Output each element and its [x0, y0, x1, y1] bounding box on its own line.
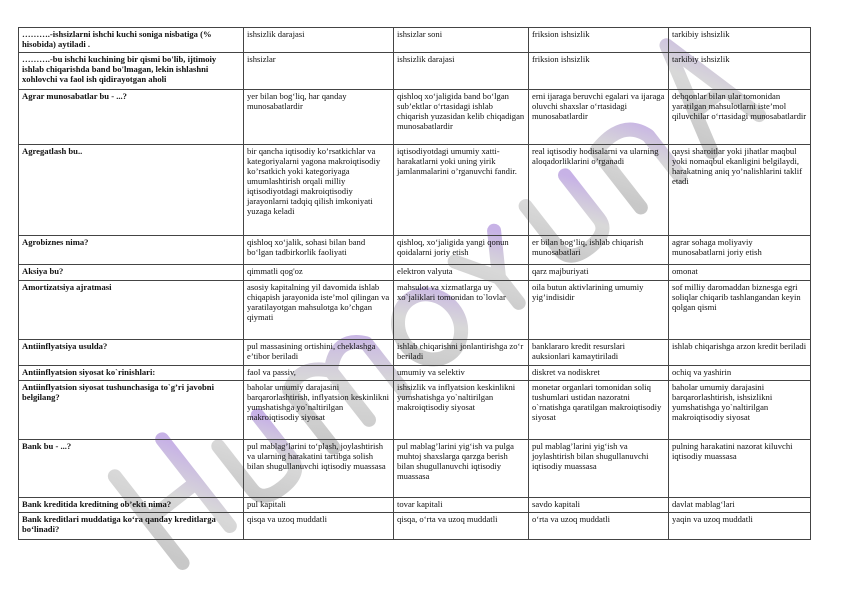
answer-option-1: asosiy kapitalning yil davomida ishlab chiqapish jarayonida iste’mol qilingan va yaratilayotgan mahsulotga ko’chgan qiymati: [244, 281, 394, 340]
table-row: [19, 28, 811, 53]
table-row: [19, 498, 811, 513]
answer-option-1: pul massasining ortishini, cheklashga e’tibor beriladi: [244, 340, 394, 366]
answer-option-4: ochiq va yashirin: [669, 366, 811, 381]
question-cell: Agrobiznes nima?: [19, 236, 244, 265]
answer-option-3: erni ijaraga beruvchi egalari va ijaraga oluvchi shaxslar o‘rtasidagi munosabatlardir: [529, 90, 669, 145]
answer-option-2: ishsizlar soni: [394, 28, 529, 53]
answer-option-3: diskret va nodiskret: [529, 366, 669, 381]
answer-option-2: tovar kapitali: [394, 498, 529, 513]
answer-option-1: qimmatli qog'oz: [244, 265, 394, 281]
question-cell: Bank kreditlari muddatiga ko‘ra qanday kreditlarga bo‘linadi?: [19, 513, 244, 540]
table-row: [19, 236, 811, 265]
question-cell: Bank kreditida kreditning ob’ekti nima?: [19, 498, 244, 513]
question-cell: Antiinflyatsion siyosat tushunchasiga to`g’ri javobni belgilang?: [19, 381, 244, 440]
table-row: [19, 145, 811, 236]
answer-option-4: ishlab chiqarishga arzon kredit beriladi: [669, 340, 811, 366]
answer-option-2: umumiy va selektiv: [394, 366, 529, 381]
answer-option-2: ishlab chiqarishni jonlantirishga zo‘r beriladi: [394, 340, 529, 366]
answer-option-4: baholar umumiy darajasini barqarorlashtirish, ishsizlikni yumshatishga yo`naltirilgan makroiqtisodiy siyosat: [669, 381, 811, 440]
answer-option-1: qishloq xo‘jalik, sohasi bilan band bo‘lgan tadbirkorlik faoliyati: [244, 236, 394, 265]
table-row: [19, 513, 811, 540]
question-cell: Bank bu - ...?: [19, 440, 244, 498]
answer-option-3: o‘rta va uzoq muddatli: [529, 513, 669, 540]
answer-option-4: yaqin va uzoq muddatli: [669, 513, 811, 540]
answer-option-3: monetar organlari tomonidan soliq tushumlari ustidan nazoratni o`rnatishga qaratilgan makroiqtisodiy siyosat: [529, 381, 669, 440]
question-cell: Agrar munosabatlar bu - ...?: [19, 90, 244, 145]
answer-option-3: er bilan bog‘liq, ishlab chiqarish munosabatlari: [529, 236, 669, 265]
answer-option-1: ishsizlar: [244, 53, 394, 90]
answer-option-1: qisqa va uzoq muddatli: [244, 513, 394, 540]
answer-option-1: bir qancha iqtisodiy ko’rsatkichlar va kategoriyalarni yagona makroiqtisodiy ko’rsatkich yoki kategoriyaga umumlashtirish orqali milliy iqtisodiyotdagi makroiqtisodiy jarayonlarni tadqiq qilish imkoniyati yuzaga keladi: [244, 145, 394, 236]
table-row: [19, 53, 811, 90]
table-row: [19, 366, 811, 381]
answer-option-4: davlat mablag‘lari: [669, 498, 811, 513]
table-row: [19, 90, 811, 145]
answer-option-4: tarkibiy ishsizlik: [669, 28, 811, 53]
answer-option-2: qisqa, o‘rta va uzoq muddatli: [394, 513, 529, 540]
answer-option-2: mahsulot va xizmatlarga uy xo`jaliklari tomonidan to`lovlar: [394, 281, 529, 340]
answer-option-2: qishloq, xo‘jaligida yangi qonun qoidalarni joriy etish: [394, 236, 529, 265]
answer-option-2: qishloq xo‘jaligida band bo‘lgan sub’ektlar o‘rtasidagi ishlab chiqarish yuzasidan kelib chiqadigan munosabatlardir: [394, 90, 529, 145]
answer-option-1: faol va passiv,: [244, 366, 394, 381]
answer-option-3: pul mablag’larini yig‘ish va joylashtirish bilan shugullanuvchi iqtisodiy muassasa: [529, 440, 669, 498]
answer-option-3: friksion ishsizlik: [529, 28, 669, 53]
answer-option-2: ishsizlik va inflyatsion keskinlikni yumshatishga yo`naltirilgan makroiqtisodiy siyosat: [394, 381, 529, 440]
question-cell: Aksiya bu?: [19, 265, 244, 281]
answer-option-3: real iqtisodiy hodisalarni va ularning aloqadorliklarini o’rganadi: [529, 145, 669, 236]
answer-option-4: sof milliy daromaddan biznesga egri soliqlar chiqarib tashlangandan keyin qolgan qismi: [669, 281, 811, 340]
answer-option-3: oila butun aktivlarining umumiy yig’indisidir: [529, 281, 669, 340]
answer-option-4: agrar sohaga moliyaviy munosabatlarni joriy etish: [669, 236, 811, 265]
answer-option-1: pul mablag’larini to‘plash, joylashtirish va ularning harakatini tartibga solish bilan shugullanuvchi iqtisodiy muassasa: [244, 440, 394, 498]
answer-option-2: elektron valyuta: [394, 265, 529, 281]
answer-option-3: banklararo kredit resurslari auksionlari kamaytiriladi: [529, 340, 669, 366]
answer-option-1: ishsizlik darajasi: [244, 28, 394, 53]
answer-option-4: qaysi sharoitlar yoki jihatlar maqbul yoki nomaqbul ekanligini belgilaydi, harakatning aniq yo’nalishlarini taklif etadi: [669, 145, 811, 236]
answer-option-1: yer bilan bog‘liq, har qanday munosabatlardir: [244, 90, 394, 145]
question-cell: Antiinflyatsiya usulda?: [19, 340, 244, 366]
answer-option-1: pul kapitali: [244, 498, 394, 513]
table-row: [19, 440, 811, 498]
table-row: [19, 265, 811, 281]
answer-option-4: dehqonlar bilan ular tomonidan yaratilgan mahsulotlarni iste’mol qiluvchilar o‘rtasidagi munosabatlardir: [669, 90, 811, 145]
table-row: [19, 381, 811, 440]
question-cell: Agregatlash bu..: [19, 145, 244, 236]
answer-option-3: friksion ishsizlik: [529, 53, 669, 90]
table-row: [19, 281, 811, 340]
answer-option-3: qarz majburiyati: [529, 265, 669, 281]
table-row: [19, 340, 811, 366]
answer-option-2: ishsizlik darajasi: [394, 53, 529, 90]
answer-option-4: pulning harakatini nazorat kiluvchi iqtisodiy muassasa: [669, 440, 811, 498]
questions-table: [18, 27, 811, 540]
answer-option-2: iqtisodiyotdagi umumiy xatti-harakatlarni yoki uning yirik jamlanmalarini o’rganuvchi fandir.: [394, 145, 529, 236]
answer-option-3: savdo kapitali: [529, 498, 669, 513]
questions-table-body: [19, 28, 811, 540]
answer-option-4: tarkibiy ishsizlik: [669, 53, 811, 90]
question-cell: ……….-ishsizlarni ishchi kuchi soniga nisbatiga (% hisobida) aytiladi .: [19, 28, 244, 53]
answer-option-4: omonat: [669, 265, 811, 281]
answer-option-1: baholar umumiy darajasini barqarorlashtirish, inflyatsion keskinlikni yumshatishga yo`naltirilgan makroiqtisodiy siyosat: [244, 381, 394, 440]
question-cell: Antiinflyatsion siyosat ko`rinishlari:: [19, 366, 244, 381]
question-cell: Amortizatsiya ajratmasi: [19, 281, 244, 340]
answer-option-2: pul mablag’larini yig‘ish va pulga muhtoj shaxslarga qarzga berish bilan shugullanuvchi iqtisodiy muassasa: [394, 440, 529, 498]
question-cell: ……….-bu ishchi kuchining bir qismi bo'lib, ijtimoiy ishlab chiqarishda band bo'lmagan, lekin ishlashni xohlovchi va faol ish qidirayotgan aholi: [19, 53, 244, 90]
